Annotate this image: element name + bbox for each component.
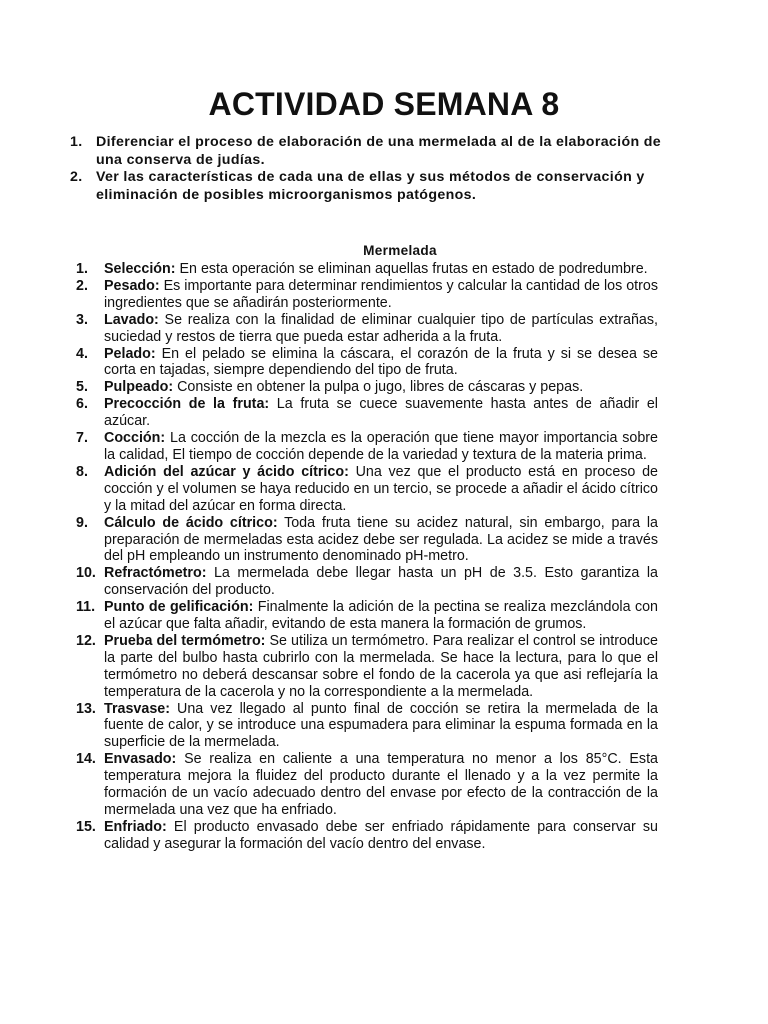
step-number: 2. xyxy=(76,277,88,294)
step-text: Una vez llegado al punto final de cocción se retira la mermelada de la fuente de calor, y se introduce una espumadera para eliminar la espuma formada en la superficie de la mermelada. xyxy=(104,700,658,751)
objective-number: 2. xyxy=(70,169,83,185)
objective-text: Diferenciar el proceso de elaboración de una mermelada al de la elaboración de una conserva de judías. xyxy=(96,134,662,168)
step-text: Una vez que el producto está en proceso de cocción y el volumen se haya reducido en un tercio, se procede a añadir el ácido cítrico y la mitad del azúcar en forma directa. xyxy=(104,463,658,514)
step-number: 12. xyxy=(76,632,96,649)
list-item xyxy=(76,751,658,819)
step-text: La cocción de la mezcla es la operación que tiene mayor importancia sobre la calidad, El tiempo de cocción depende de la variedad y textura de la materia prima. xyxy=(104,430,658,463)
step-body xyxy=(104,430,658,464)
list-item xyxy=(76,346,658,380)
step-term: Pulpeado: xyxy=(104,379,174,396)
step-body xyxy=(104,633,658,701)
step-number: 10. xyxy=(76,565,96,582)
step-text: La fruta se cuece suavemente hasta antes de añadir el azúcar. xyxy=(104,396,658,430)
step-term: Cálculo de ácido cítrico: xyxy=(104,514,278,531)
list-item xyxy=(76,312,658,346)
step-number: 9. xyxy=(76,514,88,531)
step-body xyxy=(104,599,658,633)
list-item xyxy=(76,633,658,701)
step-number: 6. xyxy=(76,396,88,413)
step-term: Punto de gelificación: xyxy=(104,599,254,616)
step-text: La mermelada debe llegar hasta un pH de 3.5. Esto garantiza la conservación del producto. xyxy=(104,565,658,599)
step-body xyxy=(104,346,658,380)
step-text: El producto envasado debe ser enfriado rápidamente para conservar su calidad y asegurar la formación del vacío dentro del envase. xyxy=(104,818,658,852)
step-number: 1. xyxy=(76,261,88,277)
list-item xyxy=(76,379,658,396)
list-item xyxy=(76,565,658,599)
list-item xyxy=(76,701,658,752)
step-number: 11. xyxy=(76,599,96,616)
step-term: Adición del azúcar y ácido cítrico: xyxy=(104,463,349,480)
step-text: En esta operación se eliminan aquellas frutas en estado de podredumbre. xyxy=(175,261,648,277)
step-body xyxy=(104,751,658,819)
step-body xyxy=(104,278,658,312)
step-number: 14. xyxy=(76,751,96,768)
step-number: 13. xyxy=(76,700,96,717)
list-item xyxy=(76,819,658,853)
step-body xyxy=(104,464,658,515)
step-text: Se realiza en caliente a una temperatura no menor a los 85°C. Esta temperatura mejora la fluidez del producto durante el llenado y a la vez permite la formación de un vacío adecuado dentro del envase por efecto de la contracción de la mermelada una vez que ha enfriado. xyxy=(104,751,658,818)
step-text: Finalmente la adición de la pectina se realiza mezclándola con el azúcar que falta añadir, evitando de esta manera la formación de grumos. xyxy=(104,599,658,633)
step-body xyxy=(104,396,658,430)
step-term: Pesado: xyxy=(104,277,160,294)
step-number: 15. xyxy=(76,818,96,835)
step-text: Se realiza con la finalidad de eliminar cualquier tipo de partículas extrañas, suciedad y restos de tierra que pueda estar adherida a la fruta. xyxy=(104,311,658,345)
step-term: Precocción de la fruta: xyxy=(104,396,270,413)
step-term: Enfriado: xyxy=(104,818,167,835)
step-number: 7. xyxy=(76,430,88,447)
step-term: Pelado: xyxy=(104,345,156,362)
objective-text: Ver las características de cada una de ellas y sus métodos de conservación y eliminación de posibles microorganismos patógenos. xyxy=(96,169,645,203)
step-text: En el pelado se elimina la cáscara, el corazón de la fruta y si se desea se corta en tajadas, siempre dependiendo del tipo de fruta. xyxy=(104,345,658,379)
step-text: Consiste en obtener la pulpa o jugo, libres de cáscaras y pepas. xyxy=(173,379,584,396)
step-term: Cocción: xyxy=(104,430,166,447)
objective-item xyxy=(70,134,670,169)
step-body xyxy=(104,379,658,396)
page-title: ACTIVIDAD SEMANA 8 xyxy=(208,86,560,122)
step-number: 3. xyxy=(76,311,88,328)
section-title: Mermelada xyxy=(363,243,437,258)
step-text: Se utiliza un termómetro. Para realizar el control se introduce la parte del bulbo hasta cubrirlo con la mermelada. Se hace la lectura, para lo que el termómetro no deberá descansar sobre el fondo de la cacerola ya que asi reflejaría la temperatura de la cacerola y no la correspondiente a la mermelada. xyxy=(104,632,658,700)
step-number: 5. xyxy=(76,379,88,396)
list-item xyxy=(76,261,658,278)
objective-item xyxy=(70,169,670,204)
step-body xyxy=(104,819,658,853)
step-term: Lavado: xyxy=(104,311,159,328)
step-number: 8. xyxy=(76,463,88,480)
step-body xyxy=(104,701,658,752)
step-body xyxy=(104,565,658,599)
list-item xyxy=(76,278,658,312)
objective-number: 1. xyxy=(70,134,83,150)
step-body xyxy=(104,312,658,346)
list-item xyxy=(76,599,658,633)
list-item xyxy=(76,396,658,430)
step-text: Es importante para determinar rendimientos y calcular la cantidad de los otros ingredientes que se añadirán posteriormente. xyxy=(104,277,658,311)
steps-list xyxy=(76,261,658,853)
step-term: Refractómetro: xyxy=(104,565,207,582)
list-item xyxy=(76,430,658,464)
list-item xyxy=(76,515,658,566)
step-number: 4. xyxy=(76,345,88,362)
list-item xyxy=(76,464,658,515)
step-body xyxy=(104,515,658,566)
step-body xyxy=(104,261,658,278)
step-term: Prueba del termómetro: xyxy=(104,632,266,649)
objectives-list xyxy=(70,134,670,204)
step-text: Toda fruta tiene su acidez natural, sin embargo, para la preparación de mermeladas esta acidez debe ser regulada. La acidez se mide a través del pH empleando un instrumento denominado pH-metro. xyxy=(104,514,658,565)
step-term: Selección: xyxy=(104,261,176,277)
step-term: Envasado: xyxy=(104,751,177,768)
step-term: Trasvase: xyxy=(104,700,170,717)
